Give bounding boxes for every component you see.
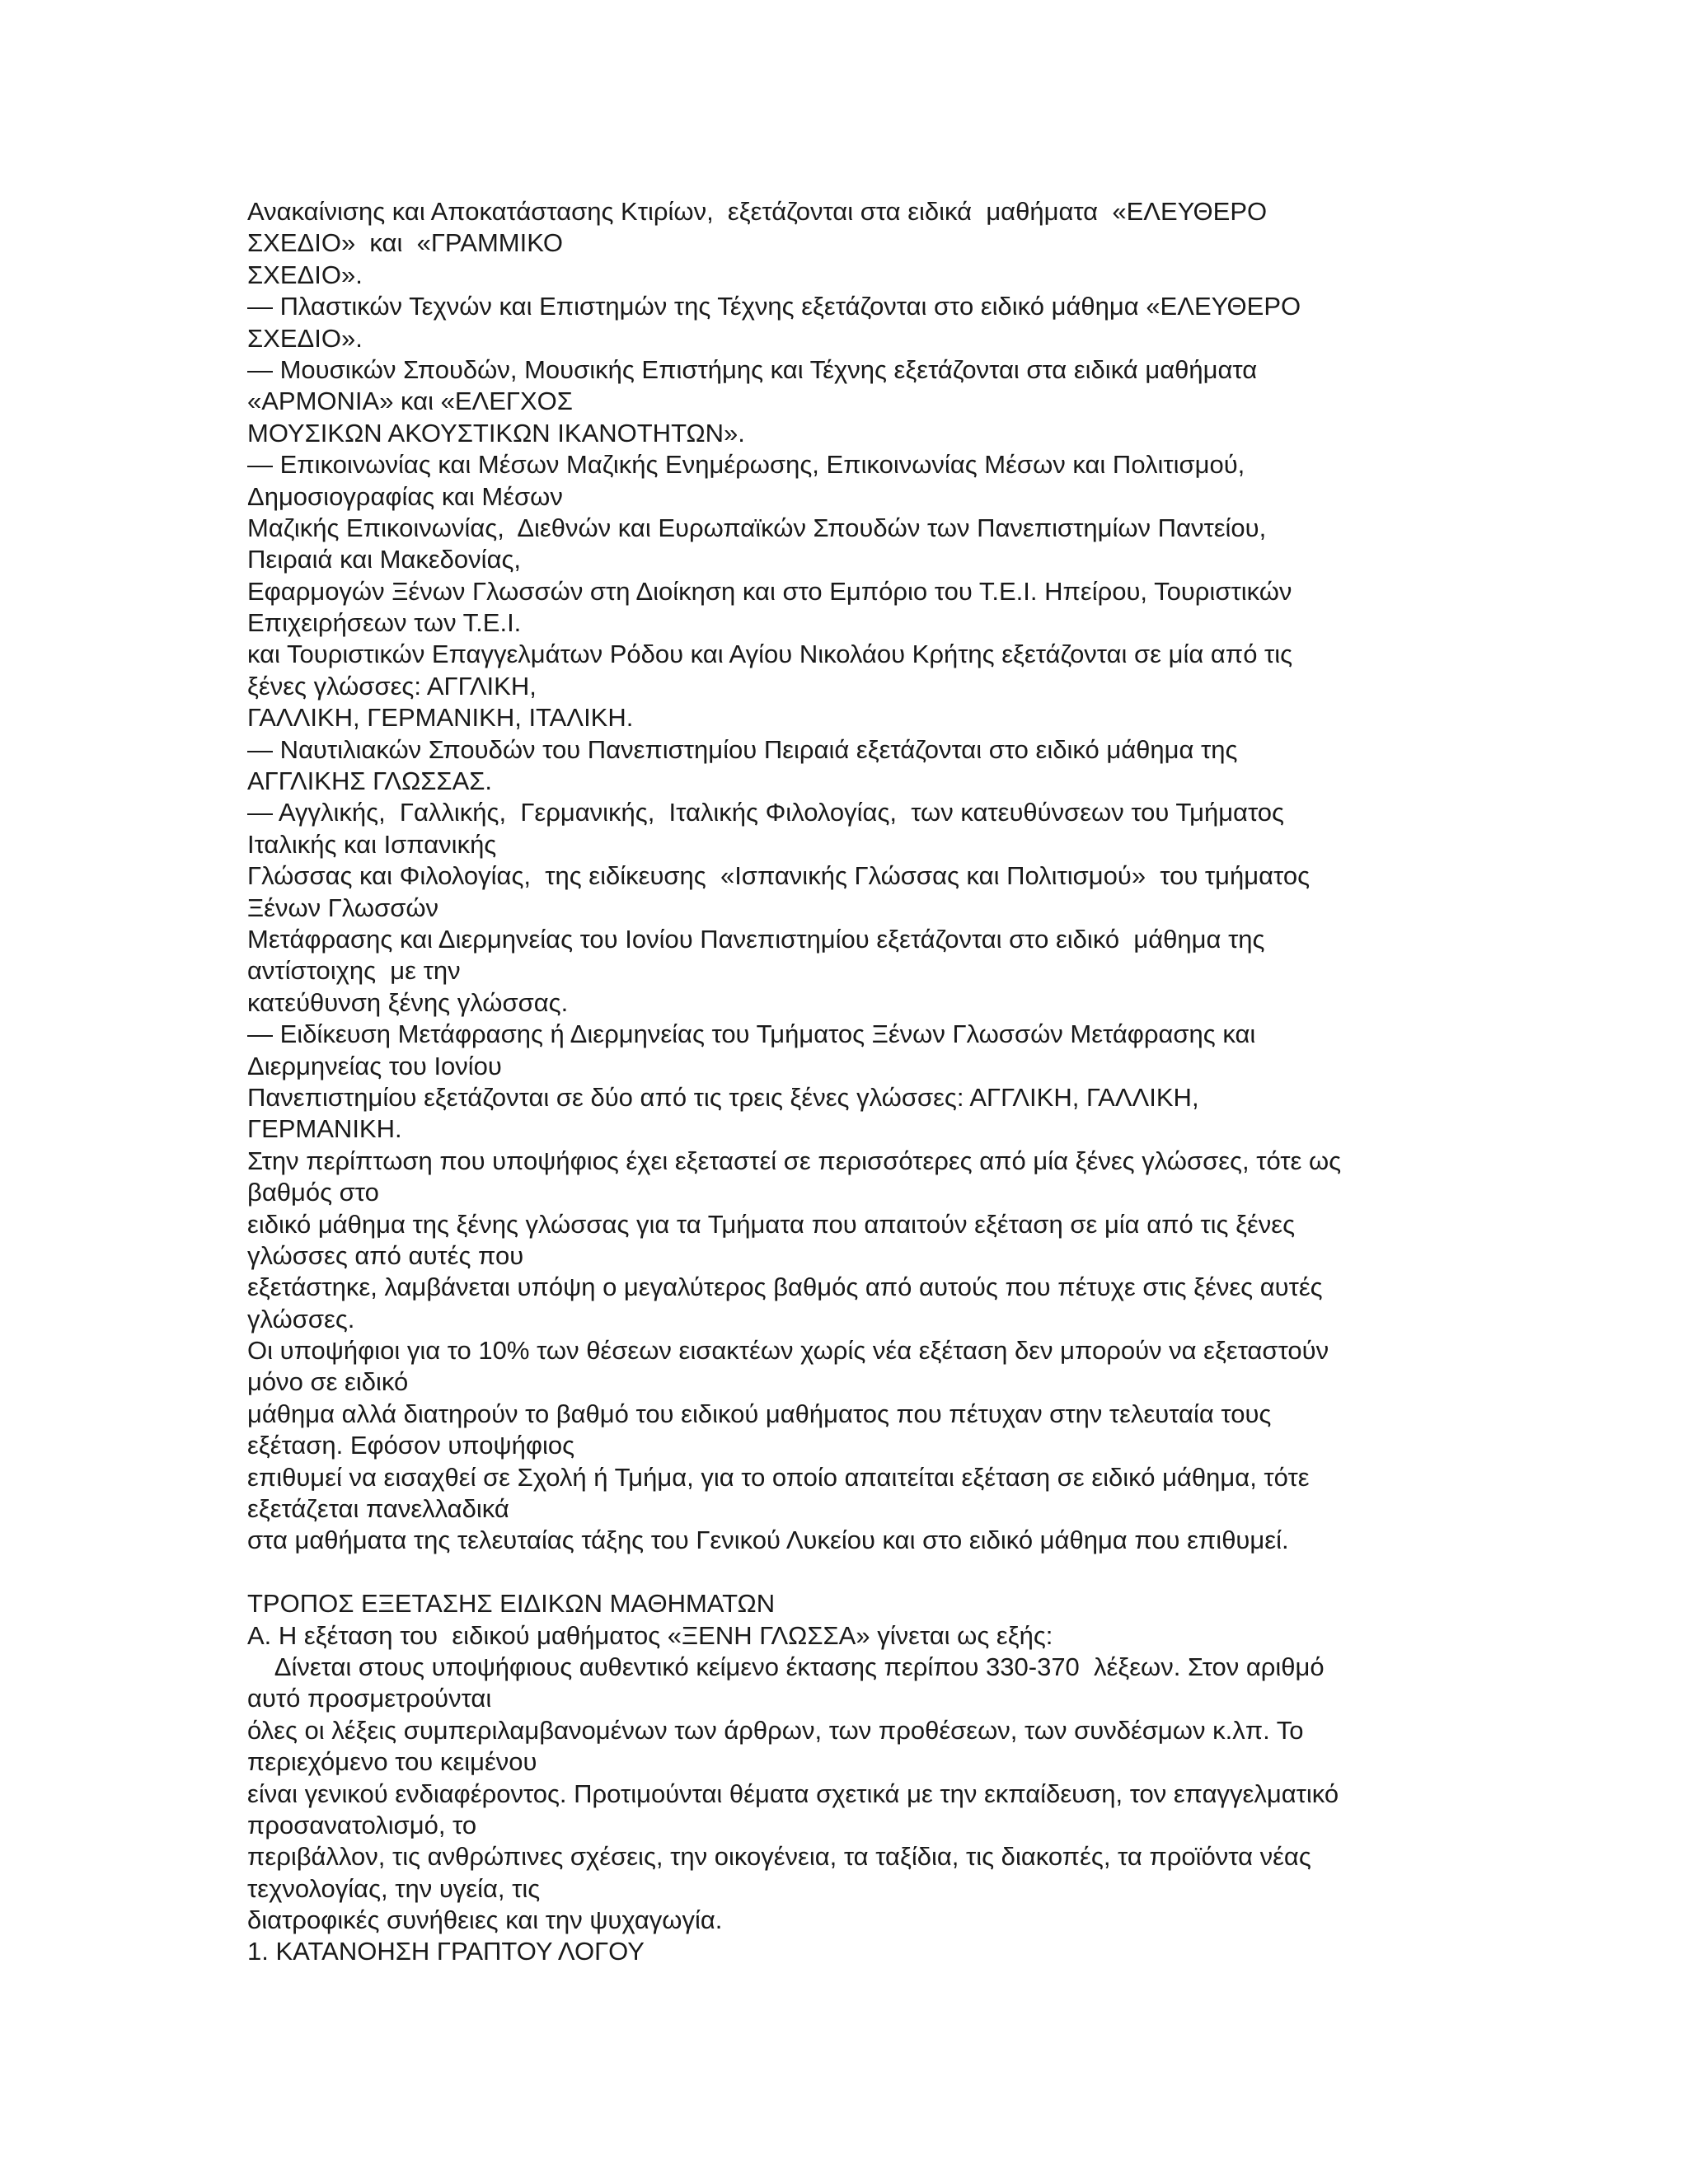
text-line: ΓΕΡΜΑΝΙΚΗ. (247, 1114, 402, 1144)
text-line: Επιχειρήσεων των Τ.Ε.Ι. (247, 608, 522, 638)
text-line: τεχνολογίας, την υγεία, τις (247, 1873, 541, 1903)
text-line: μάθημα αλλά διατηρούν το βαθμό του ειδικού μαθήματος που πέτυχαν στην τελευταία τους (247, 1399, 1272, 1428)
text-line: — Ναυτιλιακών Σπουδών του Πανεπιστημίου Πειραιά εξετάζονται στο ειδικό μάθημα της (247, 734, 1238, 764)
text-line: ΑΓΓΛΙΚΗΣ ΓΛΩΣΣΑΣ. (247, 766, 493, 796)
text-line: ειδικό μάθημα της ξένης γλώσσας για τα Τμήματα που απαιτούν εξέταση σε μία από τις ξένες (247, 1209, 1296, 1239)
text-line: 1. ΚΑΤΑΝΟΗΣΗ ΓΡΑΠΤΟΥ ΛΟΓΟΥ (247, 1937, 645, 1966)
text-line: ΤΡΟΠΟΣ ΕΞΕΤΑΣΗΣ ΕΙΔΙΚΩΝ ΜΑΘΗΜΑΤΩΝ (247, 1589, 776, 1619)
text-line: Α. Η εξέταση του ειδικού μαθήματος «ΞΕΝΗ ΓΛΩΣΣΑ» γίνεται ως εξής: (247, 1620, 1053, 1650)
text-line: περιβάλλον, τις ανθρώπινες σχέσεις, την οικογένεια, τα ταξίδια, τις διακοπές, τα προϊόντα νέας (247, 1842, 1311, 1872)
text-line: ΜΟΥΣΙΚΩΝ ΑΚΟΥΣΤΙΚΩΝ ΙΚΑΝΟΤΗΤΩΝ». (247, 418, 745, 448)
text-line: αντίστοιχης με την (247, 956, 461, 986)
text-line: όλες οι λέξεις συμπεριλαμβανομένων των άρθρων, των προθέσεων, των συνδέσμων κ.λπ. Το (247, 1715, 1304, 1745)
text-line: Στην περίπτωση που υποψήφιος έχει εξεταστεί σε περισσότερες από μία ξένες γλώσσες, τότε ως (247, 1146, 1342, 1175)
text-line: — Ειδίκευση Μετάφρασης ή Διερμηνείας του Τμήματος Ξένων Γλωσσών Μετάφρασης και (247, 1019, 1256, 1049)
text-line: γλώσσες. (247, 1304, 355, 1333)
text-line: ΣΧΕΔΙΟ». (247, 260, 363, 289)
text-line: προσανατολισμό, το (247, 1810, 477, 1840)
document-body (247, 196, 1451, 1968)
text-line: εξετάστηκε, λαμβάνεται υπόψη ο μεγαλύτερος βαθμός από αυτούς που πέτυχε στις ξένες αυτές (247, 1272, 1323, 1302)
text-line: αυτό προσμετρούνται (247, 1684, 492, 1713)
text-line: — Πλαστικών Τεχνών και Επιστημών της Τέχνης εξετάζονται στο ειδικό μάθημα «ΕΛΕΥΘΕΡΟ (247, 292, 1301, 321)
text-line: επιθυμεί να εισαχθεί σε Σχολή ή Τμήμα, για το οποίο απαιτείται εξέταση σε ειδικό μάθημα, τότε (247, 1462, 1310, 1492)
text-line (247, 1557, 1451, 1588)
text-line: Μαζικής Επικοινωνίας, Διεθνών και Ευρωπαϊκών Σπουδών των Πανεπιστημίων Παντείου, (247, 513, 1267, 542)
text-line: γλώσσες από αυτές που (247, 1240, 524, 1270)
text-line: περιεχόμενο του κειμένου (247, 1747, 537, 1777)
text-line: Γλώσσας και Φιλολογίας, της ειδίκευσης «Ισπανικής Γλώσσας και Πολιτισμού» του τμήματος (247, 861, 1311, 891)
text-line: Ιταλικής και Ισπανικής (247, 829, 497, 859)
text-line: βαθμός στο (247, 1178, 379, 1207)
text-line: Οι υποψήφιοι για το 10% των θέσεων εισακτέων χωρίς νέα εξέταση δεν μπορούν να εξεταστούν (247, 1336, 1329, 1366)
text-line: κατεύθυνση ξένης γλώσσας. (247, 987, 569, 1017)
text-line: στα μαθήματα της τελευταίας τάξης του Γενικού Λυκείου και στο ειδικό μάθημα που επιθυμεί. (247, 1526, 1289, 1555)
text-line: Εφαρμογών Ξένων Γλωσσών στη Διοίκηση και στο Εμπόριο του Τ.Ε.Ι. Ηπείρου, Τουριστικών (247, 576, 1292, 606)
text-line: ΣΧΕΔΙΟ» και «ΓΡΑΜΜΙΚΟ (247, 228, 564, 258)
text-line: Δημοσιογραφίας και Μέσων (247, 481, 563, 511)
text-line: διατροφικές συνήθειες και την ψυχαγωγία. (247, 1905, 723, 1935)
text-line: και Τουριστικών Επαγγελμάτων Ρόδου και Αγίου Νικολάου Κρήτης εξετάζονται σε μία από τις (247, 640, 1293, 669)
text-line: — Αγγλικής, Γαλλικής, Γερμανικής, Ιταλικής Φιλολογίας, των κατευθύνσεων του Τμήματος (247, 798, 1284, 827)
text-line: ξένες γλώσσες: ΑΓΓΛΙΚΗ, (247, 671, 537, 701)
text-line: «ΑΡΜΟΝΙΑ» και «ΕΛΕΓΧΟΣ (247, 387, 573, 416)
text-line: εξέταση. Εφόσον υποψήφιος (247, 1431, 575, 1460)
text-line: Ανακαίνισης και Αποκατάστασης Κτιρίων, εξετάζονται στα ειδικά μαθήματα «ΕΛΕΥΘΕΡΟ (247, 197, 1268, 226)
text-line: Δίνεται στους υποψήφιους αυθεντικό κείμενο έκτασης περίπου 330-370 λέξεων. Στον αριθμό (247, 1652, 1325, 1681)
text-line: είναι γενικού ενδιαφέροντος. Προτιμούνται θέματα σχετικά με την εκπαίδευση, τον επαγγελματικό (247, 1779, 1339, 1808)
text-line: Ξένων Γλωσσών (247, 893, 439, 922)
text-line: μόνο σε ειδικό (247, 1367, 409, 1397)
text-line: ΓΑΛΛΙΚΗ, ΓΕΡΜΑΝΙΚΗ, ΙΤΑΛΙΚΗ. (247, 703, 634, 733)
text-line: εξετάζεται πανελλαδικά (247, 1494, 509, 1524)
text-line: Πειραιά και Μακεδονίας, (247, 545, 522, 574)
text-line: Διερμηνείας του Ιονίου (247, 1051, 502, 1080)
text-line: — Μουσικών Σπουδών, Μουσικής Επιστήμης και Τέχνης εξετάζονται στα ειδικά μαθήματα (247, 354, 1258, 384)
text-line: Πανεπιστημίου εξετάζονται σε δύο από τις τρεις ξένες γλώσσες: ΑΓΓΛΙΚΗ, ΓΑΛΛΙΚΗ, (247, 1082, 1199, 1112)
text-line: — Επικοινωνίας και Μέσων Μαζικής Ενημέρωσης, Επικοινωνίας Μέσων και Πολιτισμού, (247, 450, 1245, 480)
text-line: ΣΧΕΔΙΟ». (247, 323, 363, 353)
text-line: Μετάφρασης και Διερμηνείας του Ιονίου Πανεπιστημίου εξετάζονται στο ειδικό μάθημα της (247, 924, 1265, 954)
